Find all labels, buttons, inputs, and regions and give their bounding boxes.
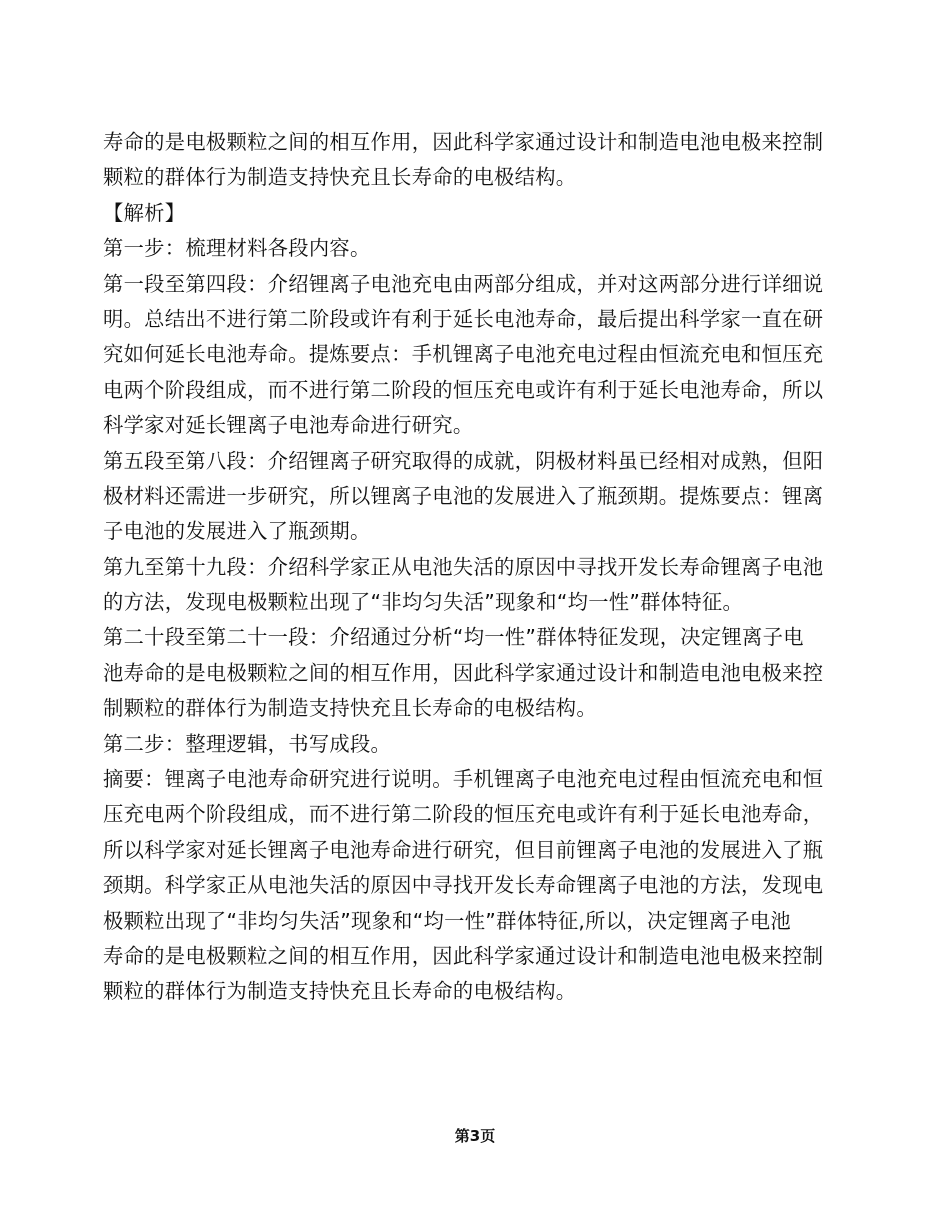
summary-line: 摘要：锂离子电池寿命研究进行说明。手机锂离子电池充电过程由恒流充电和恒 [103,767,824,792]
text-line: 科学家对延长锂离子电池寿命进行研究。 [103,413,474,438]
text-line: 池寿命的是电极颗粒之间的相互作用，因此科学家通过设计和制造电池电极来控 [103,660,824,685]
text-line: 第一段至第四段：介绍锂离子电池充电由两部分组成，并对这两部分进行详细说 [103,271,824,296]
summary-line: 极颗粒出现了“非均匀失活”现象和“均一性”群体特征,所以，决定锂离子电池 [103,908,791,933]
section-heading-analysis: 【解析】 [103,200,186,225]
text-line: 第九至第十九段：介绍科学家正从电池失活的原因中寻找开发长寿命锂离子电池 [103,554,824,579]
text-line: 究如何延长电池寿命。提炼要点：手机锂离子电池充电过程由恒流充电和恒压充 [103,342,824,367]
text-line: 电两个阶段组成，而不进行第二阶段的恒压充电或许有利于延长电池寿命，所以 [103,377,824,402]
text-line: 制颗粒的群体行为制造支持快充且长寿命的电极结构。 [103,696,597,721]
summary-line: 颗粒的群体行为制造支持快充且长寿命的电极结构。 [103,979,577,1004]
step-one-heading: 第一步：梳理材料各段内容。 [103,236,371,261]
summary-line: 颈期。科学家正从电池失活的原因中寻找开发长寿命锂离子电池的方法，发现电 [103,873,824,898]
summary-line: 压充电两个阶段组成，而不进行第二阶段的恒压充电或许有利于延长电池寿命， [103,802,824,827]
summary-line: 所以科学家对延长锂离子电池寿命进行研究，但目前锂离子电池的发展进入了瓶 [103,837,824,862]
text-line: 寿命的是电极颗粒之间的相互作用，因此科学家通过设计和制造电池电极来控制 [103,130,824,154]
step-two-heading: 第二步：整理逻辑，书写成段。 [103,731,392,756]
document-body [103,125,863,1010]
text-line: 明。总结出不进行第二阶段或许有利于延长电池寿命，最后提出科学家一直在研 [103,306,824,331]
text-line: 子电池的发展进入了瓶颈期。 [103,519,371,544]
text-line: 极材料还需进一步研究，所以锂离子电池的发展进入了瓶颈期。提炼要点：锂离 [103,483,824,508]
text-line: 第二十段至第二十一段：介绍通过分析“均一性”群体特征发现，决定锂离子电 [103,625,804,650]
text-line: 第五段至第八段：介绍锂离子研究取得的成就，阴极材料虽已经相对成熟，但阳 [103,448,824,473]
text-line: 的方法，发现电极颗粒出现了“非均匀失活”现象和“均一性”群体特征。 [103,590,744,615]
text-line: 颗粒的群体行为制造支持快充且长寿命的电极结构。 [103,165,577,190]
page-number: 第3页 [454,1127,496,1145]
summary-line: 寿命的是电极颗粒之间的相互作用，因此科学家通过设计和制造电池电极来控制 [103,943,824,968]
